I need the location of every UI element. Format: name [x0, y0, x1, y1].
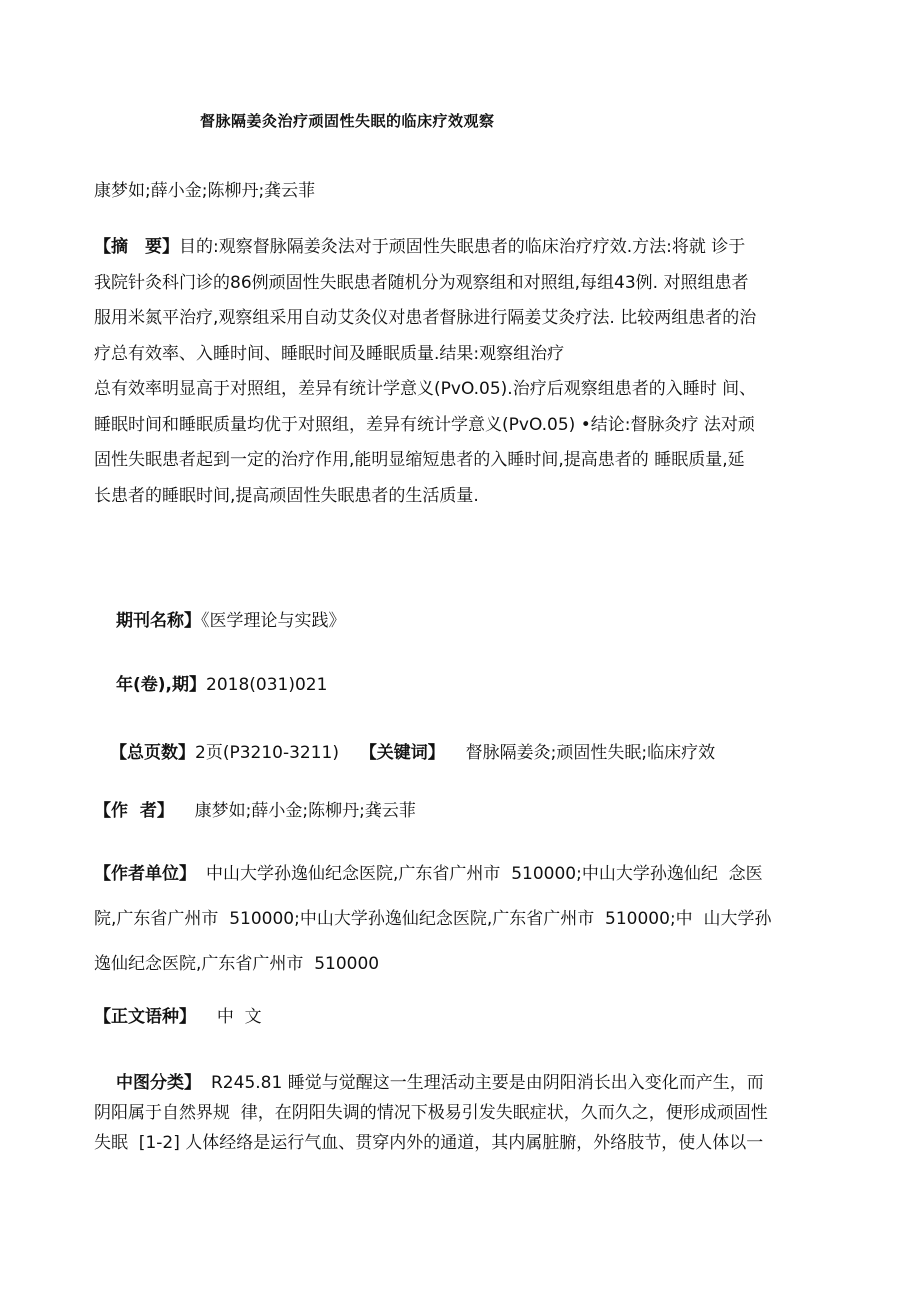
language-field	[94, 1002, 262, 1027]
abstract-line: 疗总有效率、入睡时间、睡眠时间及睡眠质量.结果:观察组治疗	[94, 343, 565, 364]
keywords-label: 【关键词】	[359, 743, 445, 763]
affiliation-text: 中山大学孙逸仙纪念医院,广东省广州市 510000;中山大学孙逸仙纪 念医	[206, 864, 763, 884]
affiliation-line: 院,广东省广州市 510000;中山大学孙逸仙纪念医院,广东省广州市 510000;中 山大学孙	[94, 909, 772, 929]
year-volume-issue-label: 年(卷),期】	[116, 675, 206, 695]
affiliation-section	[94, 852, 834, 987]
authors-value: 康梦如;薛小金;陈柳丹;龚云菲	[194, 801, 416, 821]
total-pages-label: 【总页数】	[110, 743, 195, 763]
abstract-line: 睡眠时间和睡眠质量均优于对照组，差异有统计学意义(PvO.05) •结论:督脉灸疗 法对顽	[94, 414, 755, 435]
affiliation-line	[94, 852, 834, 897]
affiliation-line: 逸仙纪念医院,广东省广州市 510000	[94, 954, 380, 974]
abstract-line: 我院针灸科门诊的86例顽固性失眠患者随机分为观察组和对照组,每组43例. 对照组患者	[94, 272, 749, 293]
author-list: 康梦如;薛小金;陈柳丹;龚云菲	[94, 181, 316, 201]
year-volume-issue-field	[116, 670, 327, 695]
year-volume-issue-value: 2018(031)021	[206, 675, 328, 695]
body-line: 失眠 [1-2] 人体经络是运行气血、贯穿内外的通道，其内属脏腑，外络肢节，使人体以一	[94, 1133, 764, 1153]
authors-label: 【作 者】	[94, 801, 174, 821]
abstract-text: 目的:观察督脉隔姜灸法对于顽固性失眠患者的临床治疗疗效.方法:将就 诊于	[179, 237, 746, 257]
classification-text: R245.81 睡觉与觉醒这一生理活动主要是由阴阳消长出入变化而产生，而	[211, 1073, 764, 1093]
keywords-value: 督脉隔姜灸;顽固性失眠;临床疗效	[465, 743, 716, 763]
affiliation-label: 【作者单位】	[94, 864, 196, 884]
abstract-line: 总有效率明显高于对照组，差异有统计学意义(PvO.05).治疗后观察组患者的入睡时 间、	[94, 379, 757, 399]
pages-keywords-field	[110, 738, 715, 763]
abstract-line	[94, 230, 834, 266]
classification-line	[94, 1068, 834, 1098]
total-pages-value: 2页(P3210-3211)	[195, 743, 339, 763]
authors-field	[94, 796, 416, 821]
paper-title: 督脉隔姜灸治疗顽固性失眠的临床疗效观察	[200, 112, 495, 130]
classification-label: 中图分类】	[116, 1073, 201, 1093]
body-line: 阴阳属于自然界规 律，在阴阳失调的情况下极易引发失眠症状，久而久之，便形成顽固性	[94, 1103, 768, 1123]
language-label: 【正文语种】	[94, 1007, 196, 1027]
abstract-line: 服用米氮平治疗,观察组采用自动艾灸仪对患者督脉进行隔姜艾灸疗法. 比较两组患者的治	[94, 308, 757, 328]
journal-label: 期刊名称】	[116, 611, 201, 631]
abstract-line: 长患者的睡眠时间,提高顽固性失眠患者的生活质量.	[94, 485, 479, 506]
classification-section	[94, 1068, 834, 1158]
journal-value: 《医学理论与实践》	[201, 611, 346, 631]
journal-field	[116, 606, 346, 631]
abstract-label: 【摘 要】	[94, 237, 179, 257]
abstract-section	[94, 230, 834, 514]
abstract-line: 固性失眠患者起到一定的治疗作用,能明显缩短患者的入睡时间,提高患者的 睡眠质量,延	[94, 450, 745, 470]
language-value: 中 文	[216, 1007, 262, 1027]
